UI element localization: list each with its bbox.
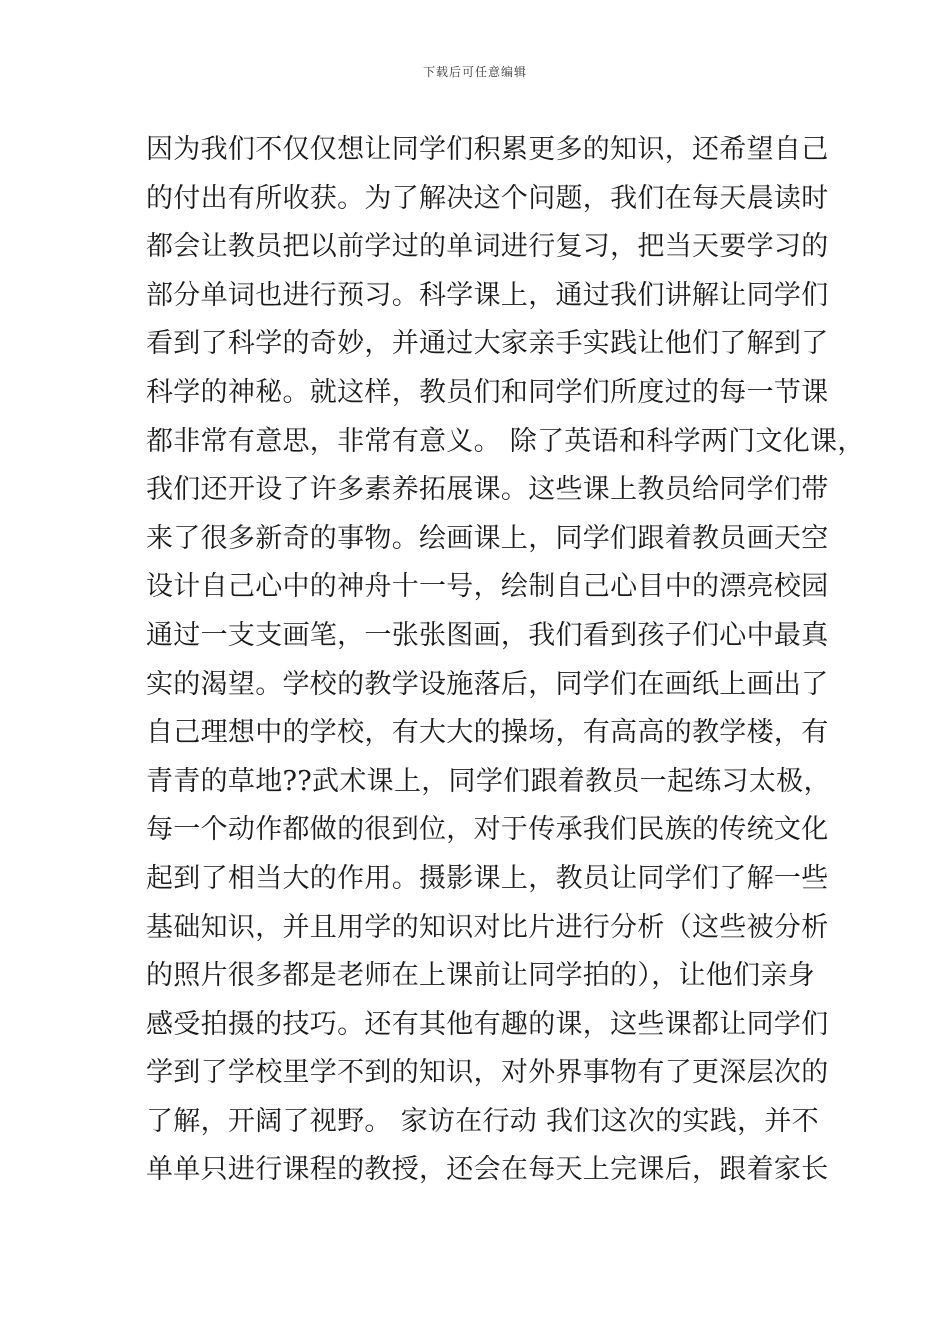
text-line: 的照片很多都是老师在上课前让同学拍的），让他们亲身 <box>146 960 815 992</box>
text-line: 起到了相当大的作用。摄影课上，教员让同学们了解一些 <box>146 862 829 894</box>
text-line: 感受拍摄的技巧。还有其他有趣的课，这些课都让同学们 <box>146 1008 829 1040</box>
text-line: 通过一支支画笔，一张张图画，我们看到孩子们心中最真 <box>146 619 829 651</box>
text-line: 基础知识，并且用学的知识对比片进行分析（这些被分析 <box>146 911 829 943</box>
text-line: 学到了学校里学不到的知识，对外界事物有了更深层次的 <box>146 1057 829 1089</box>
text-line: 因为我们不仅仅想让同学们积累更多的知识，还希望自己 <box>146 134 829 165</box>
text-line: 看到了科学的奇妙，并通过大家亲手实践让他们了解到了 <box>146 328 829 360</box>
text-line: 来了很多新奇的事物。绘画课上，同学们跟着教员画天空 <box>146 522 829 554</box>
text-line: 每一个动作都做的很到位，对于传承我们民族的传统文化 <box>146 814 829 846</box>
text-line: 我们还开设了许多素养拓展课。这些课上教员给同学们带 <box>146 474 829 506</box>
text-line: 设计自己心中的神舟十一号，绘制自己心目中的漂亮校园 <box>146 571 829 603</box>
text-line: 都会让教员把以前学过的单词进行复习，把当天要学习的 <box>146 231 829 263</box>
text-line: 自己理想中的学校，有大大的操场，有高高的教学楼，有 <box>146 717 829 749</box>
text-line: 科学的神秘。就这样，教员们和同学们所度过的每一节课 <box>146 376 829 408</box>
text-line: 的付出有所收获。为了解决这个问题，我们在每天晨读时 <box>146 182 829 214</box>
text-line: 都非常有意思，非常有意义。 除了英语和科学两门文化课， <box>146 425 865 457</box>
text-line: 了解，开阔了视野。 家访在行动 我们这次的实践，并不 <box>146 1105 819 1137</box>
text-line: 部分单词也进行预习。科学课上，通过我们讲解让同学们 <box>146 279 829 311</box>
document-body <box>146 126 865 1195</box>
text-line: 青青的草地??武术课上，同学们跟着教员一起练习太极， <box>146 765 831 797</box>
page-header: 下载后可任意编辑 <box>422 65 527 79</box>
text-line: 实的渴望。学校的教学设施落后，同学们在画纸上画出了 <box>146 668 829 700</box>
text-line: 单单只进行课程的教授，还会在每天上完课后，跟着家长 <box>146 1154 829 1186</box>
